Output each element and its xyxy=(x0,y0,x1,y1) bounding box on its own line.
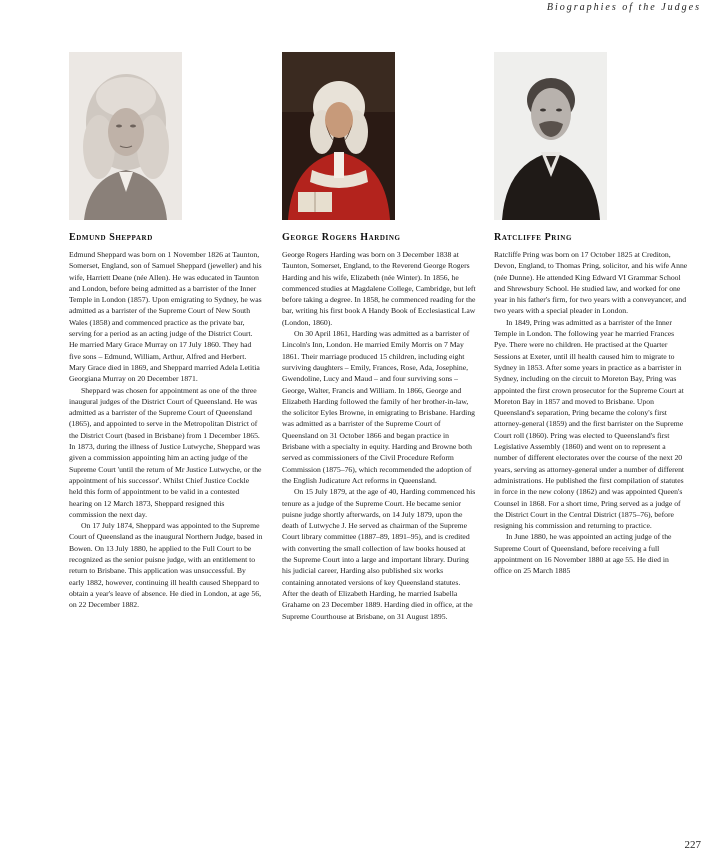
paragraph: Sheppard was chosen for appointment as one of the three inaugural judges of the District Court of Queensland. He was admitted as a barrister of the Supreme Court of Queensland (1865), and appointed to serve in the Metropolitan District of the District Court (based in Brisbane) from 1 December 1865. In 1873, during the illness of Justice Lutwyche, Sheppard was given a commission appointing him an acting judge of the Supreme Court 'until the return of Mr Justice Lutwyche, or the appointment of his successor'. Whilst Chief Justice Cockle held this form of appointment to be valid in a contested hearing on 12 March 1873, Sheppard resigned this commission the next day. xyxy=(69,385,262,519)
biography-text-sheppard xyxy=(69,249,263,611)
judge-name-harding: George Rogers Harding xyxy=(282,232,401,243)
paragraph: George Rogers Harding was born on 3 December 1838 at Taunton, Somerset, England, to the Reverend George Rogers Harding and his wife, Elizabeth (née Winter). In 1856, he commenced studies at Magdalene College, Cambridge, but left before taking a degree. In 1858, he commenced reading for the bar, writing his first book A Handy Book of Ecclesiastical Law (London, 1860). xyxy=(282,250,476,327)
biography-column-sheppard xyxy=(69,52,263,611)
portrait-pring xyxy=(494,52,607,220)
paragraph: In June 1880, he was appointed an acting judge of the Supreme Court of Queensland, before receiving a full appointment on 16 November 1880 at age 55. He died in office on 25 March 1885 xyxy=(494,532,672,576)
running-title: Biographies of the Judges xyxy=(546,2,701,13)
portrait-harding-image xyxy=(282,52,395,220)
portrait-sheppard xyxy=(69,52,182,220)
biography-text-pring xyxy=(494,249,688,577)
paragraph: On 15 July 1879, at the age of 40, Harding commenced his tenure as a judge of the Supreme Court. He became senior puisne judge shortly afterwards, on 14 July 1879, upon the death of Lutwyche J. He served as chairman of the Supreme Court library committee (1887–89, 1891–95), and is credited with converting the small collection of law books housed at the Supreme Court into a large and important library. During his judicial career, Harding also published six works containing annotated versions of key Queensland statutes. After the death of Elizabeth Harding, he married Isabella Grahame on 23 December 1889. Harding died in office, at the Supreme Courthouse at Brisbane, on 31 August 1895. xyxy=(282,487,476,621)
paragraph: On 17 July 1874, Sheppard was appointed to the Supreme Court of Queensland as the inaugural Northern Judge, based in Bowen. On 13 July 1880, he applied to the Full Court to be recognized as the senior puisne judge, with an entitlement to return to Brisbane. This application was unsuccessful. By early 1882, however, continuing ill health caused Sheppard to obtain a year's leave of absence. He died in London, at age 56, on 22 December 1882. xyxy=(69,521,263,610)
biography-text-harding xyxy=(282,249,476,622)
paragraph: Ratcliffe Pring was born on 17 October 1825 at Crediton, Devon, England, to Thomas Pring, solicitor, and his wife Anne (née Dunne). He attended King Edward VI Grammar School and Shrewsbury School. He studied law, and worked for one year in his father's firm, for two years with a conveyancer, and two years with a special pleader in London. xyxy=(494,250,688,316)
portrait-harding xyxy=(282,52,395,220)
paragraph: Edmund Sheppard was born on 1 November 1826 at Taunton, Somerset, England, son of Samuel Sheppard (jeweller) and his wife, Harriett Deane (née Allen). He was educated in Taunton and London, before being admitted as a barrister of the Inner Temple in London (1857). Upon emigrating to Sydney, he was admitted as a barrister of the Supreme Court of New South Wales (1858) and commenced practice as the private bar, serving for a period as an acting judge of the District Court. He married Mary Grace Murray on 17 July 1860. They had five sons – Edmund, William, Arthur, Alfred and Herbert. Mary Grace died in 1869, and Sheppard married Adela Letitia Georgiana Murray on 20 December 1871. xyxy=(69,250,262,384)
page-number: 227 xyxy=(684,839,701,851)
judge-name-sheppard: Edmund Sheppard xyxy=(69,232,153,243)
portrait-pring-image xyxy=(494,52,607,220)
judge-name-pring: Ratcliffe Pring xyxy=(494,232,572,243)
biography-column-harding xyxy=(282,52,476,622)
portrait-sheppard-image xyxy=(69,52,182,220)
biography-column-pring xyxy=(494,52,688,577)
paragraph: On 30 April 1861, Harding was admitted as a barrister of Lincoln's Inn, London. He married Emily Morris on 7 May 1861. Their marriage produced 15 children, including eight surviving daughters – Emily, Frances, Rose, Ada, Josephine, Gwendoline, Lucy and Maud – and four surviving sons – George, Walter, Francis and William. In 1866, George and Elizabeth Harding followed the family of her brother-in-law, the solicitor Eyles Browne, in emigrating to Brisbane. Harding was admitted as a barrister of the Supreme Court of Queensland on 31 October 1866 and began practice in Brisbane with a specialty in equity. Harding and Browne both served as commissioners of the Civil Procedure Reform Commission (1875–76), which recommended the adoption of the English Judicature Act reforms in Queensland. xyxy=(282,329,476,485)
paragraph: In 1849, Pring was admitted as a barrister of the Inner Temple in London. The following year he married Frances Pye. There were no children. He practised at the Quarter Sessions at Exeter, until ill health caused him to migrate to Sydney in 1853. After some years in practice as a barrister in Sydney, including on the circuit to Moreton Bay, Pring was appointed the first crown prosecutor for the Supreme Court at Moreton Bay in 1857 and moved to Brisbane. Upon Queensland's separation, Pring became the colony's first attorney-general (1859) and the first barrister on the Supreme Court roll (1860). Pring was elected to Queensland's first Legislative Assembly (1860) and went on to represent a number of different electorates over the course of the next 20 years, serving as attorney-general under a number of different administrations. He published the first compilation of statutes in force in the new colony (1862) and was appointed Queen's Counsel in 1868. For a short time, Pring served as a judge of the District Court in the Central District (1875–76), before resigning his commission and returning to practice. xyxy=(494,317,685,531)
